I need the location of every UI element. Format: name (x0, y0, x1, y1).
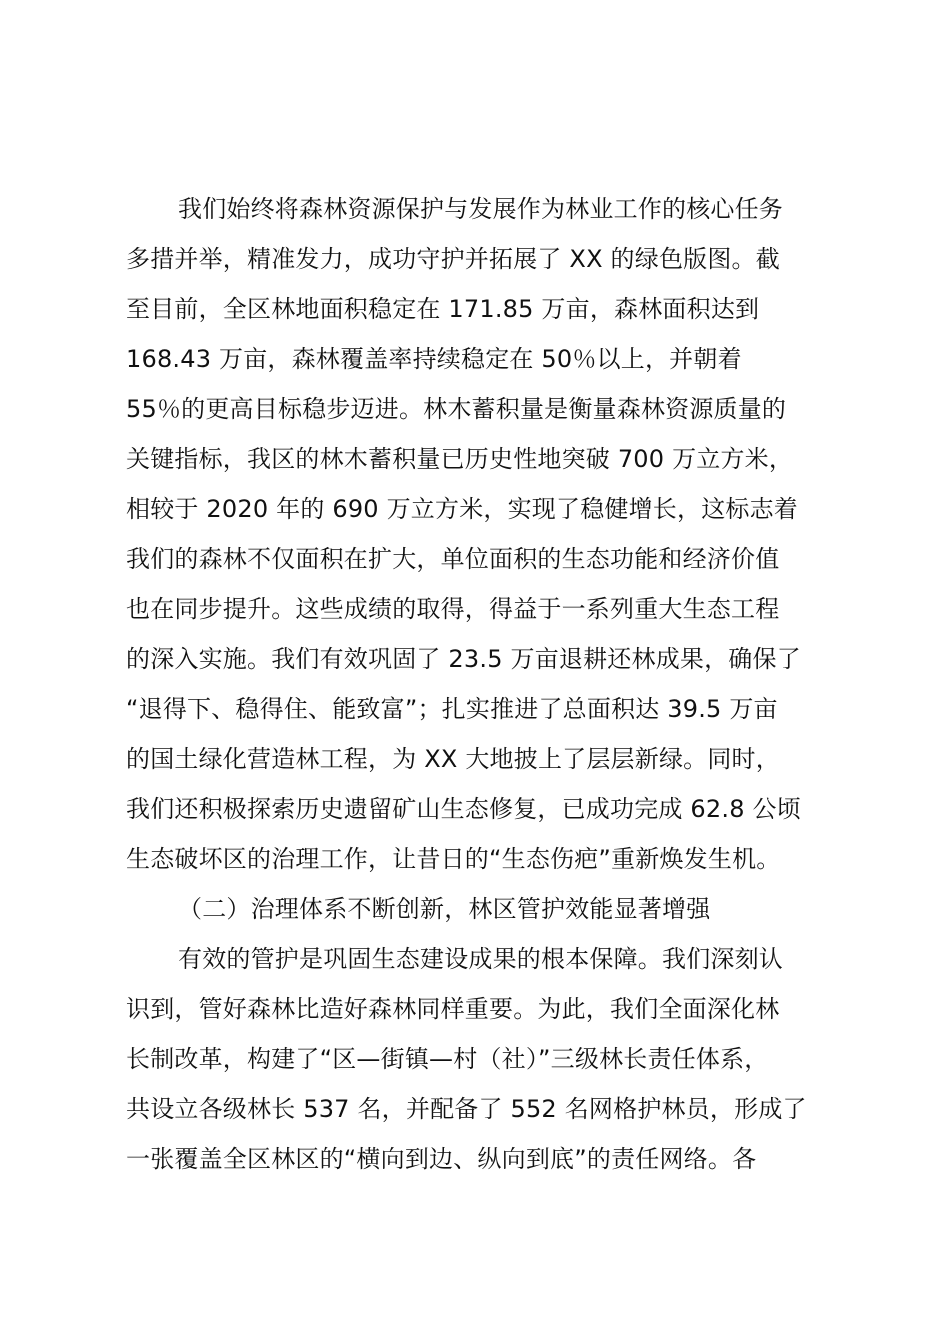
text-line: 生态破坏区的治理工作，让昔日的“生态伤疤”重新焕发生机。 (126, 845, 781, 873)
text-line: 长制改革，构建了“区—街镇—村（社）”三级林长责任体系， (126, 1045, 769, 1073)
text-line: 168.43 万亩，森林覆盖率持续稳定在 50％以上，并朝着 (126, 345, 742, 373)
text-line: 关键指标，我区的林木蓄积量已历史性地突破 700 万立方米， (126, 445, 794, 473)
text-line: 一张覆盖全区林区的“横向到边、纵向到底”的责任网络。各 (126, 1145, 757, 1173)
text-line: 也在同步提升。这些成绩的取得，得益于一系列重大生态工程 (126, 595, 780, 623)
text-line: 我们还积极探索历史遗留矿山生态修复，已成功完成 62.8 公顷 (126, 795, 801, 823)
text-line: 我们的森林不仅面积在扩大，单位面积的生态功能和经济价值 (126, 545, 780, 573)
text-line: 识到，管好森林比造好森林同样重要。为此，我们全面深化林 (126, 995, 780, 1023)
document-body (126, 184, 846, 1184)
text-line: “退得下、稳得住、能致富”；扎实推进了总面积达 39.5 万亩 (126, 695, 778, 723)
text-line: 至目前，全区林地面积稳定在 171.85 万亩，森林面积达到 (126, 295, 760, 323)
text-line: 多措并举，精准发力，成功守护并拓展了 XX 的绿色版图。截 (126, 245, 780, 273)
text-line: 的深入实施。我们有效巩固了 23.5 万亩退耕还林成果，确保了 (126, 645, 801, 673)
text-line: 相较于 2020 年的 690 万立方米，实现了稳健增长，这标志着 (126, 495, 799, 523)
text-line: 我们始终将森林资源保护与发展作为林业工作的核心任务 (178, 195, 783, 223)
section-heading: （二）治理体系不断创新，林区管护效能显著增强 (178, 895, 711, 923)
text-line: 的国土绿化营造林工程，为 XX 大地披上了层层新绿。同时， (126, 745, 780, 773)
text-line: 55％的更高目标稳步迈进。林木蓄积量是衡量森林资源质量的 (126, 395, 787, 423)
text-line: 共设立各级林长 537 名，并配备了 552 名网格护林员，形成了 (126, 1095, 807, 1123)
text-line: 有效的管护是巩固生态建设成果的根本保障。我们深刻认 (178, 945, 783, 973)
